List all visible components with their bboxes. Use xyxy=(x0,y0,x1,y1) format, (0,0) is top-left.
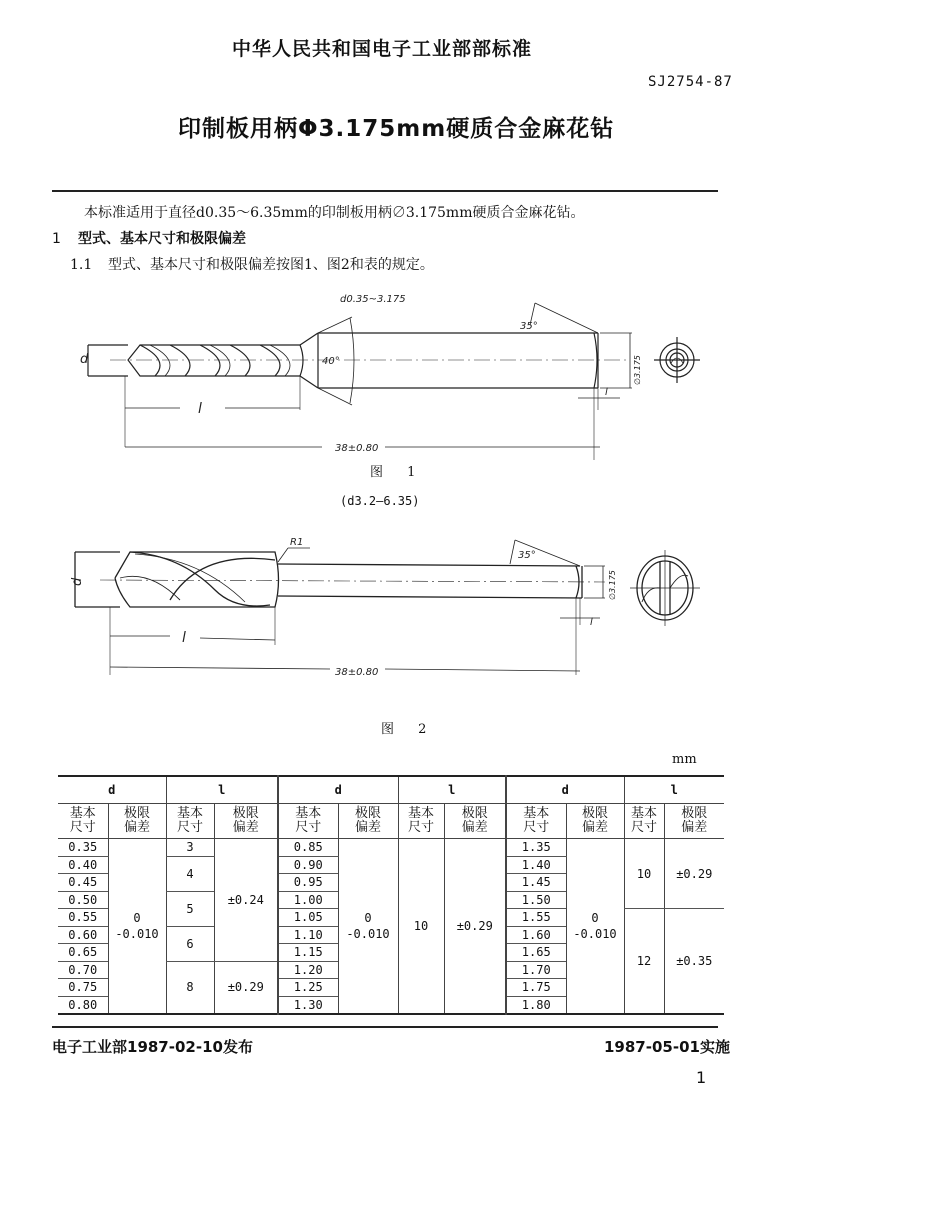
d-basic-size: 1.35 xyxy=(506,839,566,857)
fig2-chamfer-label: l xyxy=(590,617,593,628)
fig2-flute-length-label: l xyxy=(182,630,186,646)
d-basic-size: 1.75 xyxy=(506,979,566,997)
fig2-diameter-label: d xyxy=(70,577,85,586)
d-basic-size: 0.90 xyxy=(278,856,338,874)
d-tolerance xyxy=(108,839,166,1015)
sub-header-basic-size: 基本 尺寸 xyxy=(398,804,444,839)
d-basic-size: 1.25 xyxy=(278,979,338,997)
effective-date: 1987-05-01实施 xyxy=(604,1038,730,1056)
d-tolerance-lower: -0.010 xyxy=(573,927,617,941)
l-tolerance: ±0.29 xyxy=(444,839,506,1015)
d-basic-size: 1.60 xyxy=(506,926,566,944)
sub-header-tolerance: 极限 偏差 xyxy=(214,804,278,839)
d-tolerance xyxy=(566,839,624,1015)
d-basic-size: 1.30 xyxy=(278,996,338,1014)
d-basic-size: 1.15 xyxy=(278,944,338,962)
sub-header-basic-size: 基本 尺寸 xyxy=(58,804,108,839)
footer-divider xyxy=(52,1026,718,1028)
l-tolerance: ±0.35 xyxy=(664,909,724,1015)
d-basic-size: 0.65 xyxy=(58,944,108,962)
table-unit: mm xyxy=(672,752,697,767)
fig2-chamfer-angle: 35° xyxy=(518,550,536,561)
figure-2-drill-drawing xyxy=(60,530,740,690)
d-basic-size: 0.45 xyxy=(58,874,108,892)
fig1-shank-diameter: ∅3.175 xyxy=(633,355,642,385)
d-tolerance-lower: -0.010 xyxy=(346,927,390,941)
d-basic-size: 0.55 xyxy=(58,909,108,927)
page-number: 1 xyxy=(696,1068,707,1087)
col-header-d: d xyxy=(58,776,166,804)
d-basic-size: 1.50 xyxy=(506,891,566,909)
section-1-heading xyxy=(52,228,246,248)
l-tolerance: ±0.29 xyxy=(214,961,278,1014)
fig1-diameter-label: d xyxy=(80,352,89,367)
d-basic-size: 1.45 xyxy=(506,874,566,892)
d-basic-size: 0.75 xyxy=(58,979,108,997)
table-sub-header-row xyxy=(58,804,724,839)
sub-header-basic-size: 基本 尺寸 xyxy=(278,804,338,839)
fig2-total-length: 38±0.80 xyxy=(335,667,379,678)
col-header-d: d xyxy=(506,776,624,804)
col-header-l: l xyxy=(624,776,724,804)
l-basic-size: 10 xyxy=(398,839,444,1015)
sub-header-tolerance: 极限 偏差 xyxy=(444,804,506,839)
col-header-l: l xyxy=(166,776,278,804)
l-basic-size: 12 xyxy=(624,909,664,1015)
header-divider xyxy=(52,190,718,192)
fig2-radius-label: R1 xyxy=(290,537,304,548)
fig2-shank-diameter: ∅3.175 xyxy=(608,570,617,600)
section-text: 型式、基本尺寸和极限偏差按图1、图2和表的规定。 xyxy=(108,257,434,273)
d-basic-size: 0.85 xyxy=(278,839,338,857)
l-basic-size: 10 xyxy=(624,839,664,909)
d-tolerance-lower: -0.010 xyxy=(115,927,159,941)
fig1-chamfer-angle: 35° xyxy=(520,321,538,332)
figure-2-range: (d3.2—6.35) xyxy=(340,494,420,508)
fig1-total-length: 38±0.80 xyxy=(335,443,379,454)
l-basic-size: 6 xyxy=(166,926,214,961)
standard-number: SJ2754-87 xyxy=(648,74,733,90)
d-basic-size: 0.80 xyxy=(58,996,108,1014)
d-basic-size: 0.40 xyxy=(58,856,108,874)
l-basic-size: 3 xyxy=(166,839,214,857)
sub-header-tolerance: 极限 偏差 xyxy=(108,804,166,839)
d-basic-size: 1.20 xyxy=(278,961,338,979)
figure-1-drill-drawing xyxy=(60,285,740,460)
l-tolerance: ±0.24 xyxy=(214,839,278,962)
d-tolerance-upper: 0 xyxy=(591,911,599,925)
fig1-tip-angle: 40° xyxy=(322,356,340,367)
d-tolerance-upper: 0 xyxy=(133,911,141,925)
d-tolerance xyxy=(338,839,398,1015)
fig1-chamfer-label: l xyxy=(605,387,608,398)
d-basic-size: 0.35 xyxy=(58,839,108,857)
d-basic-size: 1.00 xyxy=(278,891,338,909)
sub-header-basic-size: 基本 尺寸 xyxy=(506,804,566,839)
sub-header-basic-size: 基本 尺寸 xyxy=(166,804,214,839)
document-title: 印制板用柄Φ3.175mm硬质合金麻花钻 xyxy=(178,116,615,142)
d-basic-size: 1.10 xyxy=(278,926,338,944)
section-title: 型式、基本尺寸和极限偏差 xyxy=(78,231,246,247)
l-basic-size: 5 xyxy=(166,891,214,926)
l-basic-size: 8 xyxy=(166,961,214,1014)
l-basic-size: 4 xyxy=(166,856,214,891)
sub-header-tolerance: 极限 偏差 xyxy=(566,804,624,839)
fig1-range-label: d0.35~3.175 xyxy=(340,294,406,305)
fig1-flute-length-label: l xyxy=(198,401,202,417)
dimension-table xyxy=(58,775,724,1015)
col-header-d: d xyxy=(278,776,398,804)
d-basic-size: 0.95 xyxy=(278,874,338,892)
d-basic-size: 1.05 xyxy=(278,909,338,927)
d-basic-size: 1.40 xyxy=(506,856,566,874)
sub-header-tolerance: 极限 偏差 xyxy=(664,804,724,839)
l-tolerance: ±0.29 xyxy=(664,839,724,909)
d-basic-size: 0.60 xyxy=(58,926,108,944)
d-basic-size: 1.55 xyxy=(506,909,566,927)
d-basic-size: 1.70 xyxy=(506,961,566,979)
d-basic-size: 0.70 xyxy=(58,961,108,979)
d-basic-size: 1.65 xyxy=(506,944,566,962)
figure-2-caption: 图 2 xyxy=(381,722,437,737)
d-basic-size: 1.80 xyxy=(506,996,566,1014)
sub-header-tolerance: 极限 偏差 xyxy=(338,804,398,839)
table-row xyxy=(58,839,724,857)
scope-paragraph: 本标准适用于直径d0.35～6.35mm的印制板用柄∅3.175mm硬质合金麻花钻。 xyxy=(84,205,585,221)
table-group-header-row xyxy=(58,776,724,804)
issue-date: 电子工业部1987-02-10发布 xyxy=(52,1038,253,1056)
issuing-organization: 中华人民共和国电子工业部部标准 xyxy=(232,38,533,60)
section-number: 1.1 xyxy=(70,257,93,273)
d-tolerance-upper: 0 xyxy=(364,911,372,925)
section-number: 1 xyxy=(52,231,61,247)
d-basic-size: 0.50 xyxy=(58,891,108,909)
col-header-l: l xyxy=(398,776,506,804)
figure-1-caption: 图 1 xyxy=(370,465,426,480)
sub-header-basic-size: 基本 尺寸 xyxy=(624,804,664,839)
section-1-1 xyxy=(70,254,434,274)
